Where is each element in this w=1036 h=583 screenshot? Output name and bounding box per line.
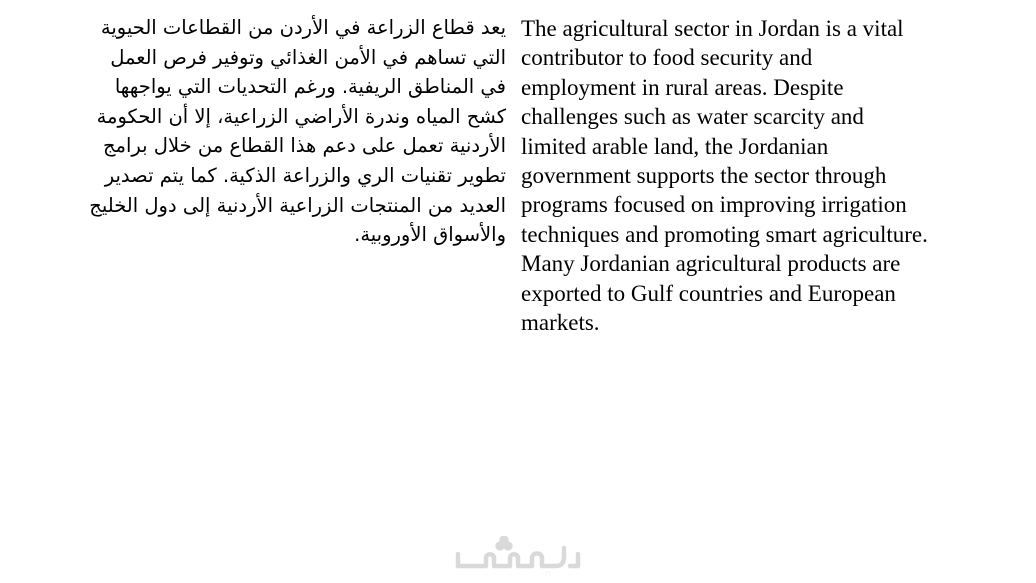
arabic-line: يعد قطاع الزراعة في الأردن من القطاعات الحيوية xyxy=(100,16,506,39)
arabic-line: التي تساهم في الأمن الغذائي وتوفير فرص العمل xyxy=(110,45,506,69)
watermark-logo-mark xyxy=(458,538,578,575)
english-line: exported to Gulf countries and European xyxy=(521,280,896,306)
arabic-line: والأسواق الأوروبية. xyxy=(354,223,506,247)
arabic-line: الأردنية تعمل على دعم هذا القطاع من خلال برامج xyxy=(102,134,506,158)
english-line: The agricultural sector in Jordan is a vital xyxy=(521,16,904,41)
english-line: markets. xyxy=(521,310,600,336)
english-line: Many Jordanian agricultural products are xyxy=(521,251,901,277)
english-line: programs focused on improving irrigation xyxy=(521,192,907,218)
watermark-logo xyxy=(448,536,588,576)
english-line: employment in rural areas. Despite xyxy=(521,74,844,100)
arabic-line: تطوير تقنيات الري والزراعة الذكية. كما يتم تصدير xyxy=(104,163,506,187)
english-line: contributor to food security and xyxy=(521,45,813,71)
english-line: limited arable land, the Jordanian xyxy=(521,133,829,159)
arabic-line: العديد من المنتجات الزراعية الأردنية إلى دول الخليج xyxy=(89,193,506,217)
arabic-line: في المناطق الريفية. ورغم التحديات التي يواجهها xyxy=(114,75,506,99)
english-line: challenges such as water scarcity and xyxy=(521,104,864,130)
english-paragraph xyxy=(521,14,991,337)
english-line: government supports the sector through xyxy=(521,163,887,189)
arabic-paragraph xyxy=(62,13,506,250)
english-line: techniques and promoting smart agriculture. xyxy=(521,221,928,247)
arabic-line: كشح المياه وندرة الأراضي الزراعية، إلا أن الحكومة xyxy=(96,104,506,128)
